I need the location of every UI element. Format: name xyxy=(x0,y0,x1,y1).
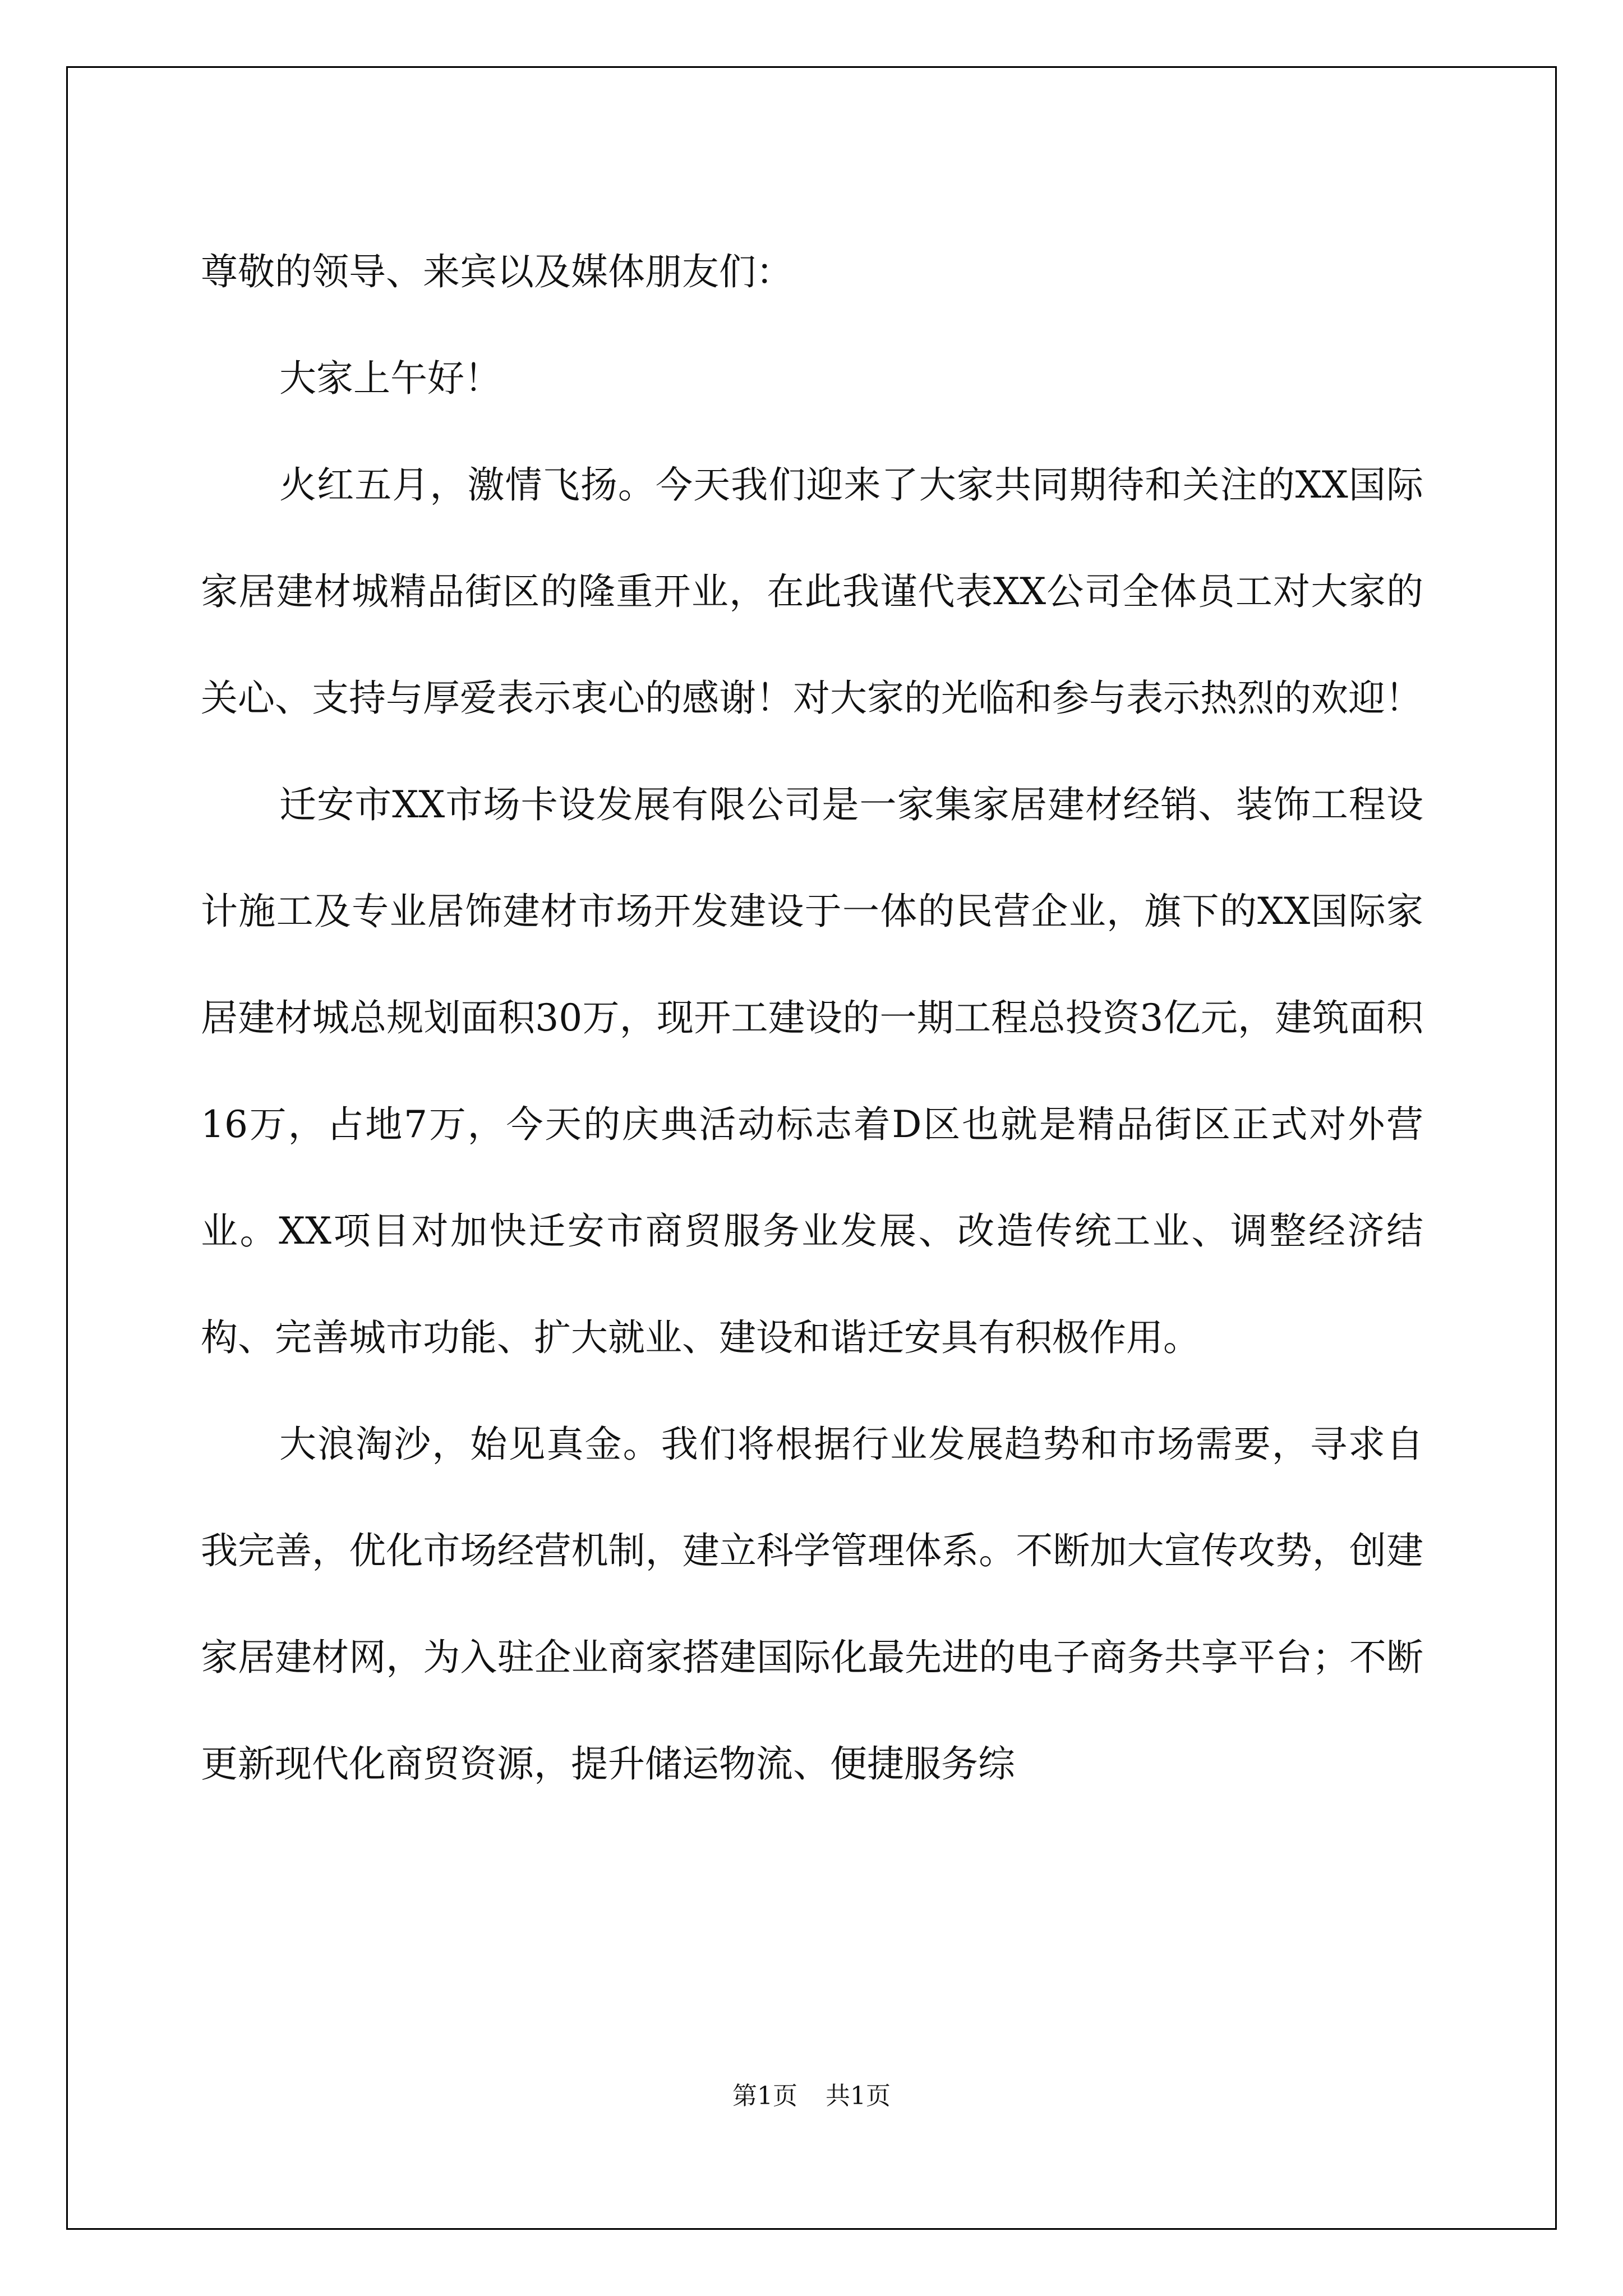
salutation-paragraph: 大家上午好！ xyxy=(279,357,501,400)
page-number: 第1页 xyxy=(732,2082,797,2110)
page-total: 共1页 xyxy=(826,2082,891,2110)
company-intro-paragraph: 迁安市XX市场卡设发展有限公司是一家集家居建材经销、装饰工程设计施工及专业居饰建材市场开发建设于一体的民营企业，旗下的XX国际家居建材城总规划面积30万，现开工建设的一期工程总投资3亿元，建筑面积16万，占地7万，今天的庆典活动标志着D区也就是精品街区正式对外营业。XX项目对加快迁安市商贸服务业发展、改造传统工业、调整经济结构、完善城市功能、扩大就业、建设和谐迁安具有积极作用。 xyxy=(201,783,1423,1359)
document-body xyxy=(201,219,1423,1818)
opening-paragraph: 火红五月，激情飞扬。今天我们迎来了大家共同期待和关注的XX国际家居建材城精品街区的隆重开业，在此我谨代表XX公司全体员工对大家的关心、支持与厚爱表示衷心的感谢！对大家的光临和参与表示热烈的欢迎！ xyxy=(201,463,1423,720)
page-footer xyxy=(0,2076,1623,2111)
greeting-paragraph: 尊敬的领导、来宾以及媒体朋友们： xyxy=(201,250,793,293)
outlook-paragraph: 大浪淘沙，始见真金。我们将根据行业发展趋势和市场需要，寻求自我完善，优化市场经营机制，建立科学管理体系。不断加大宣传攻势，创建家居建材网，为入驻企业商家搭建国际化最先进的电子商务共享平台；不断更新现代化商贸资源，提升储运物流、便捷服务综 xyxy=(201,1423,1423,1786)
